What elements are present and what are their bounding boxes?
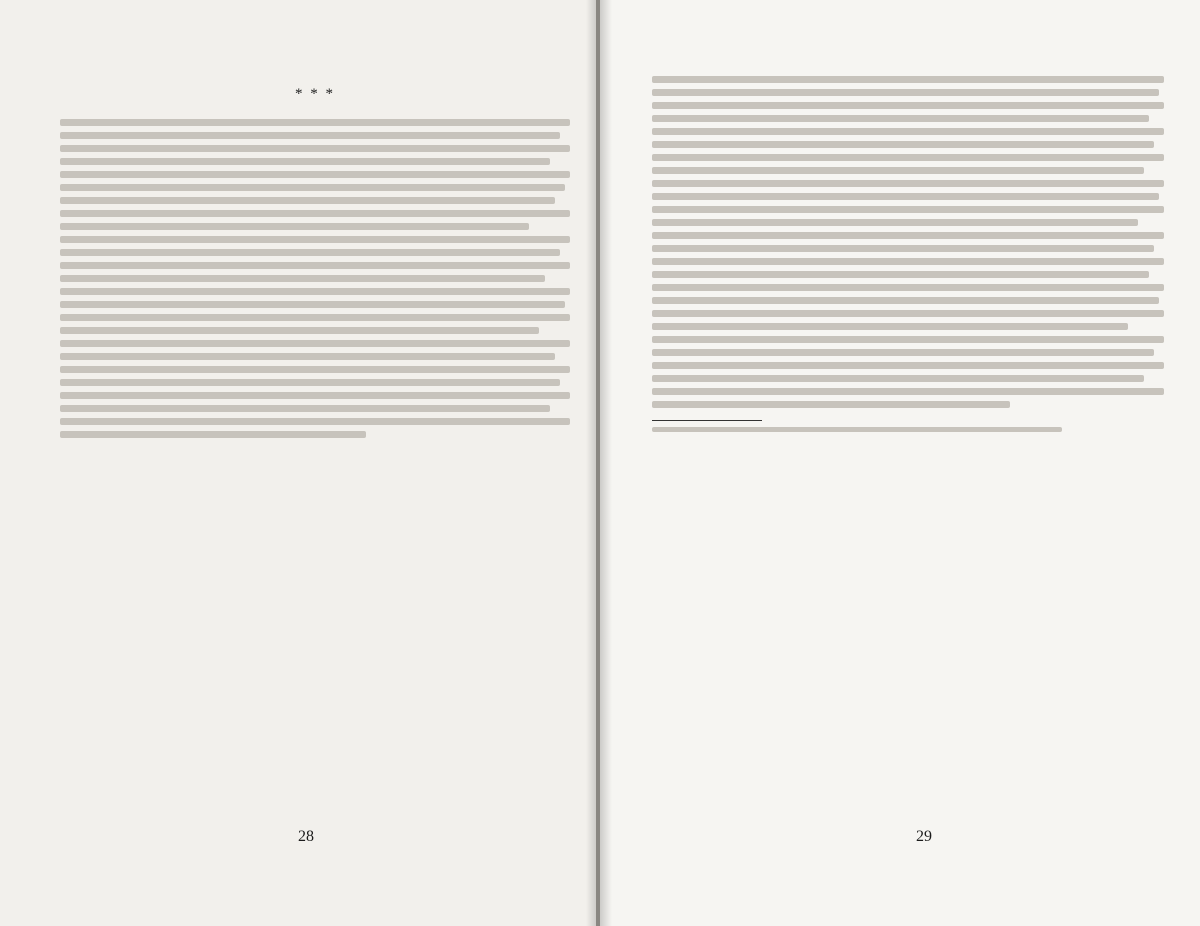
body-text-placeholder [652,76,1164,408]
page-number: 29 [916,828,932,845]
right-page [598,0,1200,926]
page-number: 28 [298,828,314,845]
footnote-rule [652,420,762,421]
section-ornament: * * * [295,86,335,102]
body-text-placeholder [60,119,570,438]
gutter-shadow [598,0,612,926]
footnote-placeholder [652,427,1164,432]
left-page [0,0,598,926]
book-spine [596,0,600,926]
